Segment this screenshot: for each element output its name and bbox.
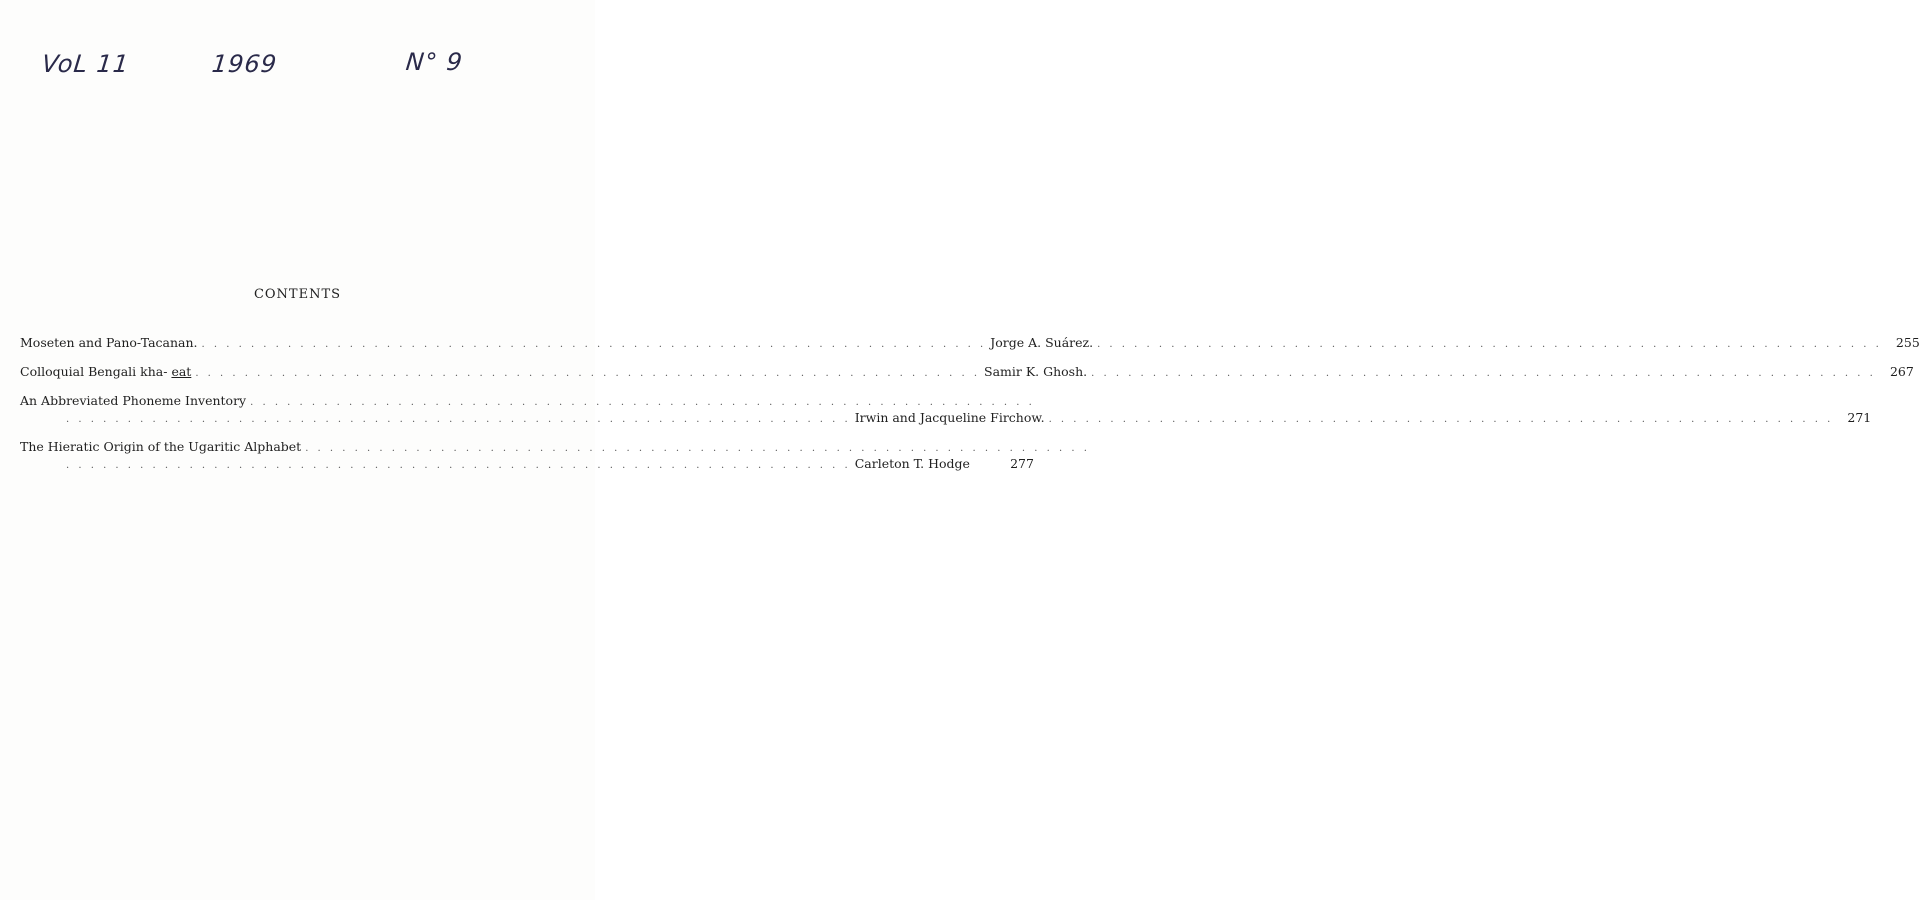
- entry-author: Samir K. Ghosh.: [984, 364, 1088, 379]
- contents-list: [20, 335, 1920, 485]
- contents-entry: [20, 393, 1872, 427]
- entry-author: Jorge A. Suárez.: [990, 335, 1094, 350]
- entry-page-number: 255: [1895, 335, 1920, 350]
- entry-title: Moseten and Pano-Tacanan.: [20, 335, 198, 350]
- entry-author: Irwin and Jacqueline Firchow.: [854, 410, 1045, 425]
- entry-title: An Abbreviated Phoneme Inventory: [20, 393, 247, 408]
- contents-heading: CONTENTS: [253, 287, 342, 302]
- handwritten-number: N° 9: [404, 48, 465, 76]
- contents-entry: [20, 364, 1914, 381]
- dot-leader: . . . . . . . . . . . . . . . . . . . . . . . . . . . . . . . . . . . . . . . . . . . . . . . . . . . . . . . . . . . . . . . .: [1048, 414, 1834, 425]
- entry-author: Carleton T. Hodge: [854, 456, 970, 471]
- handwritten-volume: VoL 11: [40, 50, 131, 78]
- dot-leader: . . . . . . . . . . . . . . . . . . . . . . . . . . . . . . . . . . . . . . . . . . . . . . . . . . . . . . . . . . . . . . . .: [201, 339, 987, 350]
- dot-leader: . . . . . . . . . . . . . . . . . . . . . . . . . . . . . . . . . . . . . . . . . . . . . . . . . . . . . . . . . . . . . . . .: [305, 443, 1090, 454]
- dot-leader: . . . . . . . . . . . . . . . . . . . . . . . . . . . . . . . . . . . . . . . . . . . . . . . . . . . . . . . . . . . . . . . .: [66, 460, 851, 471]
- handwritten-year: 1969: [210, 50, 279, 78]
- entry-title: Colloquial Bengali kha- eat: [20, 364, 192, 379]
- entry-page-number: 271: [1847, 410, 1872, 425]
- entry-title-underlined-word: eat: [171, 364, 192, 379]
- contents-entry: [20, 335, 1920, 352]
- contents-entry: [20, 439, 1090, 473]
- entry-page-number: 277: [1010, 456, 1034, 471]
- entry-page-number: 267: [1889, 364, 1914, 379]
- dot-leader: . . . . . . . . . . . . . . . . . . . . . . . . . . . . . . . . . . . . . . . . . . . . . . . . . . . . . . . . . . . . . . . .: [1097, 339, 1882, 350]
- dot-leader: . . . . . . . . . . . . . . . . . . . . . . . . . . . . . . . . . . . . . . . . . . . . . . . . . . . . . . . . . . . . . . . .: [250, 397, 1035, 408]
- entry-title: The Hieratic Origin of the Ugaritic Alphabet: [20, 439, 302, 454]
- dot-leader: . . . . . . . . . . . . . . . . . . . . . . . . . . . . . . . . . . . . . . . . . . . . . . . . . . . . . . . . . . . . . . . .: [195, 368, 981, 379]
- dot-leader: . . . . . . . . . . . . . . . . . . . . . . . . . . . . . . . . . . . . . . . . . . . . . . . . . . . . . . . . . . . . . . . .: [1091, 368, 1876, 379]
- dot-leader: . . . . . . . . . . . . . . . . . . . . . . . . . . . . . . . . . . . . . . . . . . . . . . . . . . . . . . . . . . . . . . . .: [66, 414, 851, 425]
